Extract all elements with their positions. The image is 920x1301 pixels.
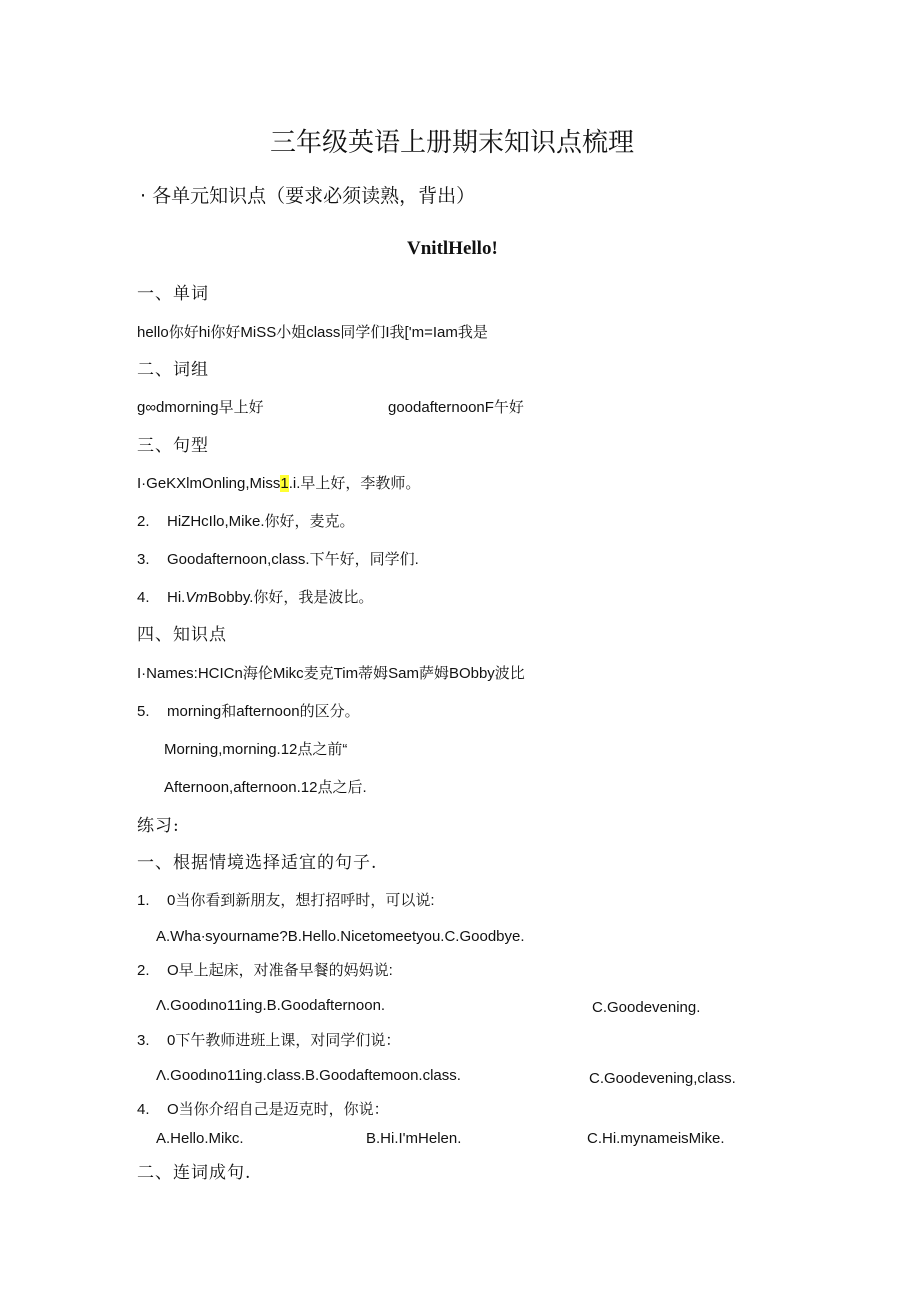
part2-heading: 二、连词成句. [137,1163,252,1183]
part1-heading: 一、根据情境选择适宜的句子. [137,853,378,873]
sentence-1 [137,476,420,491]
item-number: 3. [137,551,150,568]
question-1-options: A.Wha∙syourname?B.Hello.Nicetomeetyou.C.Goodbye. [156,928,525,945]
item-number: 5. [137,703,150,720]
sentence-1-rest: .i.早上好，李教师。 [288,475,421,492]
names-line: I·Names:HCICn海伦Mikc麦克Tim蒂姆Sam萨姆BObby波比 [137,665,525,682]
sentence-3-text: Goodafternoon,class.下午好，同学们. [167,551,419,568]
sentence-4-text: Hi. [167,589,186,606]
item-number: 2. [137,513,150,530]
page-subtitle: · 各单元知识点（要求必须读熟，背出） [140,185,476,207]
item-number: 4. [137,1101,150,1118]
question-4 [137,1102,389,1117]
page-title: 三年级英语上册期末知识点梳理 [270,128,635,158]
sentence-4 [137,590,373,605]
sentence-2 [137,514,355,529]
point-5-text: morning和afternoon的区分。 [167,703,360,720]
phrases-heading: 二、词组 [137,360,209,380]
question-2-option-c: C.Goodevening. [592,999,701,1016]
question-1-text: 0当你看到新朋友，想打招呼时，可以说: [167,892,435,909]
question-3-text: 0下午教师进班上课，对同学们说： [167,1032,401,1049]
question-1 [137,893,435,908]
item-number: 2. [137,962,150,979]
question-4-option-a: A.Hello.Mikc. [156,1130,244,1147]
question-3 [137,1033,400,1048]
practice-heading: 练习: [137,816,180,836]
morning-line: Morning,morning.12点之前“ [164,741,348,758]
phrase-good-morning: g∞dmorning早上好 [137,399,264,416]
question-2 [137,963,393,978]
sentence-4-rest: Bobby.你好，我是波比。 [207,589,374,606]
question-4-option-c: C.Hi.mynameisMike. [587,1130,725,1147]
words-line: hello你好hi你好MiSS小姐class同学们I我['m=Iam我是 [137,324,488,341]
words-heading: 一、单词 [137,284,209,304]
afternoon-line: Afternoon,afternoon.12点之后. [164,779,367,796]
item-number: 1. [137,892,150,909]
highlight-mark: 1 [280,475,289,492]
unit-title: VnitlHello! [407,238,498,259]
item-number: 4. [137,589,150,606]
sentence-2-text: HiZHcIlo,Mike.你好，麦克。 [167,513,355,530]
sentence-4-italic: Vm [185,589,208,606]
points-heading: 四、知识点 [137,625,227,645]
item-number: 3. [137,1032,150,1049]
question-2-options-ab: Λ.Goodιno11ing.B.Goodafternoon. [156,997,386,1014]
question-2-text: O早上起床，对准备早餐的妈妈说: [167,962,393,979]
sentences-heading: 三、句型 [137,436,209,456]
phrase-good-afternoon: goodafternoonF午好 [388,399,524,416]
question-4-text: O当你介绍自己是迈克时，你说： [167,1101,389,1118]
point-5 [137,704,360,719]
sentence-1-text: I·GeKXlmOnling,Miss [137,475,281,492]
question-3-options-ab: Λ.Goodιno11ing.class.B.Goodaftemoon.class. [156,1067,461,1084]
question-3-option-c: C.Goodevening,class. [589,1070,736,1087]
sentence-3 [137,552,419,567]
question-4-option-b: B.Hi.I'mHelen. [366,1130,462,1147]
